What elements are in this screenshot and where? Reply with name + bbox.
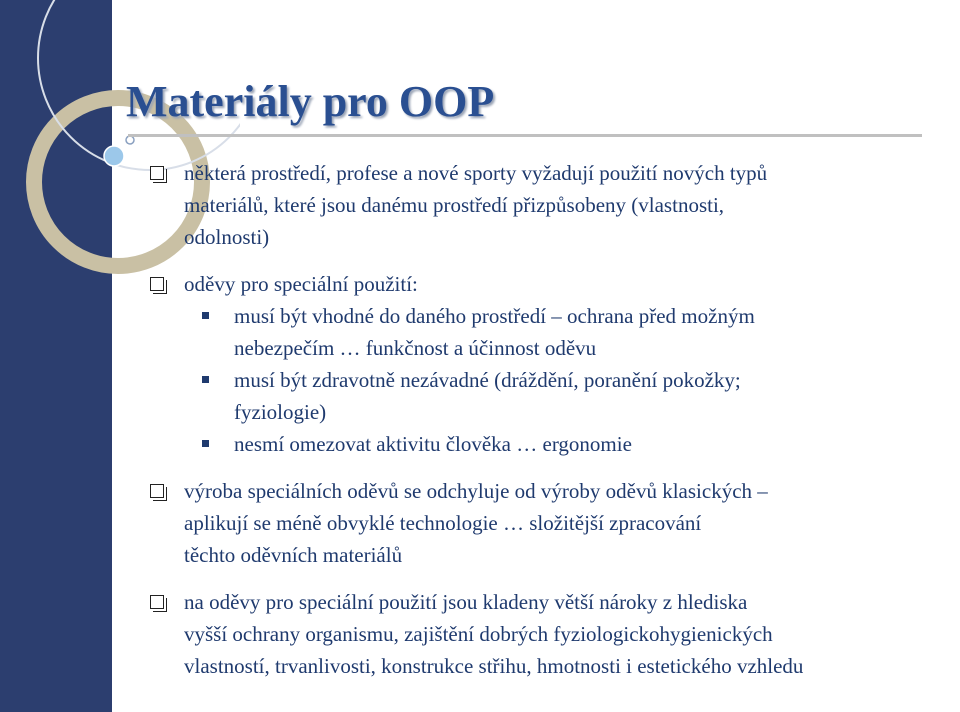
sub-list-item bbox=[150, 364, 950, 428]
item-line: některá prostředí, profese a nové sporty vyžadují použití nových typů bbox=[184, 161, 768, 185]
square-bullet-icon bbox=[202, 312, 209, 319]
square-bullet-icon bbox=[202, 440, 209, 447]
item-line: výroba speciálních oděvů se odchyluje od výroby oděvů klasických – bbox=[184, 479, 768, 503]
item-line: vlastností, trvanlivosti, konstrukce střihu, hmotnosti i estetického vzhledu bbox=[184, 654, 804, 678]
sub-list-item bbox=[150, 428, 950, 460]
sub-item-line: musí být zdravotně nezávadné (dráždění, poranění pokožky; bbox=[234, 368, 741, 392]
list-item bbox=[150, 586, 950, 682]
title-rule bbox=[128, 134, 922, 137]
bubble-large bbox=[104, 146, 124, 166]
sub-list-item bbox=[150, 300, 950, 364]
sub-item-line: nesmí omezovat aktivitu člověka … ergonomie bbox=[234, 432, 632, 456]
checkbox-bullet-icon bbox=[150, 166, 164, 180]
checkbox-bullet-icon bbox=[150, 484, 164, 498]
item-line: oděvy pro speciální použití: bbox=[184, 272, 418, 296]
checkbox-bullet-icon bbox=[150, 595, 164, 609]
item-line: aplikují se méně obvyklé technologie … složitější zpracování bbox=[184, 511, 702, 535]
item-line: materiálů, které jsou danému prostředí přizpůsobeny (vlastnosti, bbox=[184, 193, 725, 217]
list-item bbox=[150, 157, 950, 253]
list-item bbox=[150, 268, 950, 300]
checkbox-bullet-icon bbox=[150, 277, 164, 291]
item-line: odolnosti) bbox=[184, 225, 270, 249]
bubble-small bbox=[126, 136, 134, 144]
sub-item-line: musí být vhodné do daného prostředí – ochrana před možným bbox=[234, 304, 755, 328]
sub-list bbox=[150, 300, 950, 460]
sub-item-line: nebezpečím … funkčnost a účinnost oděvu bbox=[234, 336, 597, 360]
item-line: těchto oděvních materiálů bbox=[184, 543, 403, 567]
item-line: vyšší ochrany organismu, zajištění dobrých fyziologickohygienických bbox=[184, 622, 773, 646]
square-bullet-icon bbox=[202, 376, 209, 383]
list-item bbox=[150, 475, 950, 571]
sub-item-line: fyziologie) bbox=[234, 400, 327, 424]
content bbox=[150, 157, 950, 682]
slide-title: Materiály pro OOP bbox=[126, 77, 495, 126]
item-line: na oděvy pro speciální použití jsou kladeny větší nároky z hlediska bbox=[184, 590, 748, 614]
